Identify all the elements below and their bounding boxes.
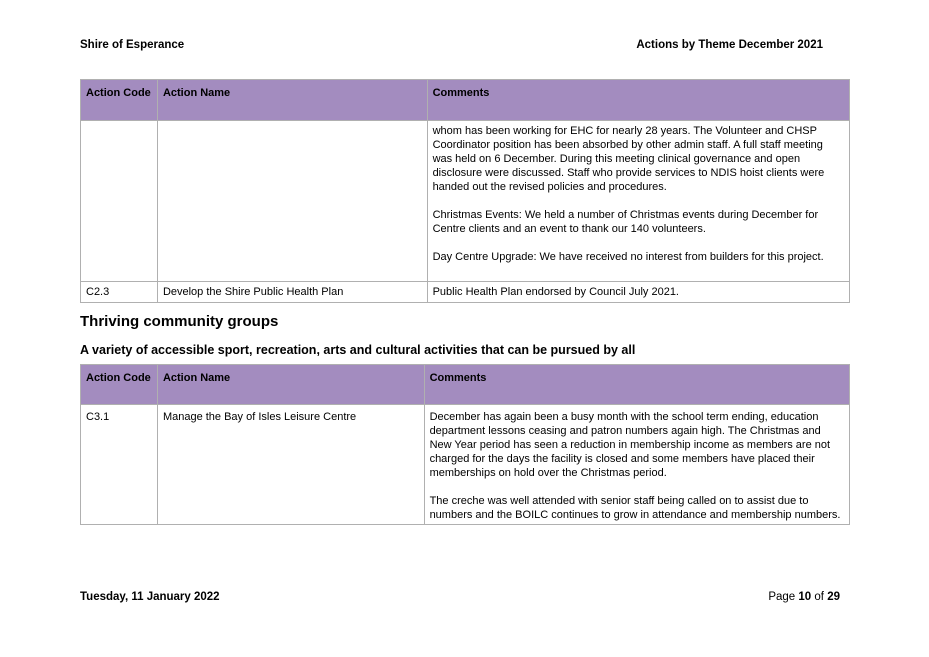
actions-table-c2 (80, 79, 850, 303)
action-code-cell (81, 121, 158, 282)
section-title: Thriving community groups (80, 313, 279, 330)
comment-paragraph: whom has been working for EHC for nearly 28 years. The Volunteer and CHSP Coordinator position has been absorbed by other admin staff. A full staff meeting was held on 6 December. During this meeting clinical governance and open disclosure were discussed. Staff who provide services to NDIS hoist clients were handed out the revised policies and procedures. (432, 125, 825, 193)
action-code-cell: C3.1 (81, 405, 158, 525)
table-header-row (81, 365, 850, 405)
comment-paragraph: Christmas Events: We held a number of Christmas events during December for Centre clients and an event to thank our 140 volunteers. (432, 209, 819, 235)
table-row (81, 405, 850, 525)
comment-paragraph: December has again been a busy month with the school term ending, education department lessons ceasing and patron numbers again high. The Christmas and New Year period has seen a reduction in membership income as members are not charged for the days the facility is closed and some members have placed their memberships on hold over the Christmas period. (429, 411, 831, 479)
organisation-name: Shire of Esperance (80, 39, 185, 51)
column-header-action-code: Action Code (81, 365, 158, 405)
column-header-comments: Comments (424, 365, 849, 405)
column-header-action-name: Action Name (157, 80, 427, 121)
action-name-cell: Develop the Shire Public Health Plan (157, 282, 427, 303)
comment-paragraph: The creche was well attended with senior staff being called on to assist due to numbers and the BOILC continues to grow in attendance and membership numbers. (429, 495, 841, 521)
section-subtitle: A variety of accessible sport, recreation, arts and cultural activities that can be pursued by all (80, 343, 636, 357)
page-label: Page (768, 591, 796, 603)
total-pages: 29 (827, 591, 840, 603)
actions-table-c3 (80, 364, 850, 525)
column-header-action-name: Action Name (157, 365, 424, 405)
table-row (81, 282, 850, 303)
action-name-cell: Manage the Bay of Isles Leisure Centre (157, 405, 424, 525)
table-row (81, 121, 850, 282)
column-header-action-code: Action Code (81, 80, 158, 121)
comments-cell (427, 121, 849, 282)
report-title: Actions by Theme December 2021 (636, 39, 823, 51)
comments-cell (427, 282, 849, 303)
column-header-comments: Comments (427, 80, 849, 121)
comment-paragraph: Day Centre Upgrade: We have received no interest from builders for this project. (432, 251, 824, 263)
page-of-label: of (814, 591, 824, 603)
report-date: Tuesday, 11 January 2022 (80, 591, 220, 603)
comment-paragraph: Public Health Plan endorsed by Council July 2021. (432, 286, 679, 298)
table-header-row (81, 80, 850, 121)
page-number (768, 591, 840, 603)
action-code-cell: C2.3 (81, 282, 158, 303)
comments-cell (424, 405, 849, 525)
action-name-cell (157, 121, 427, 282)
current-page: 10 (798, 591, 812, 603)
